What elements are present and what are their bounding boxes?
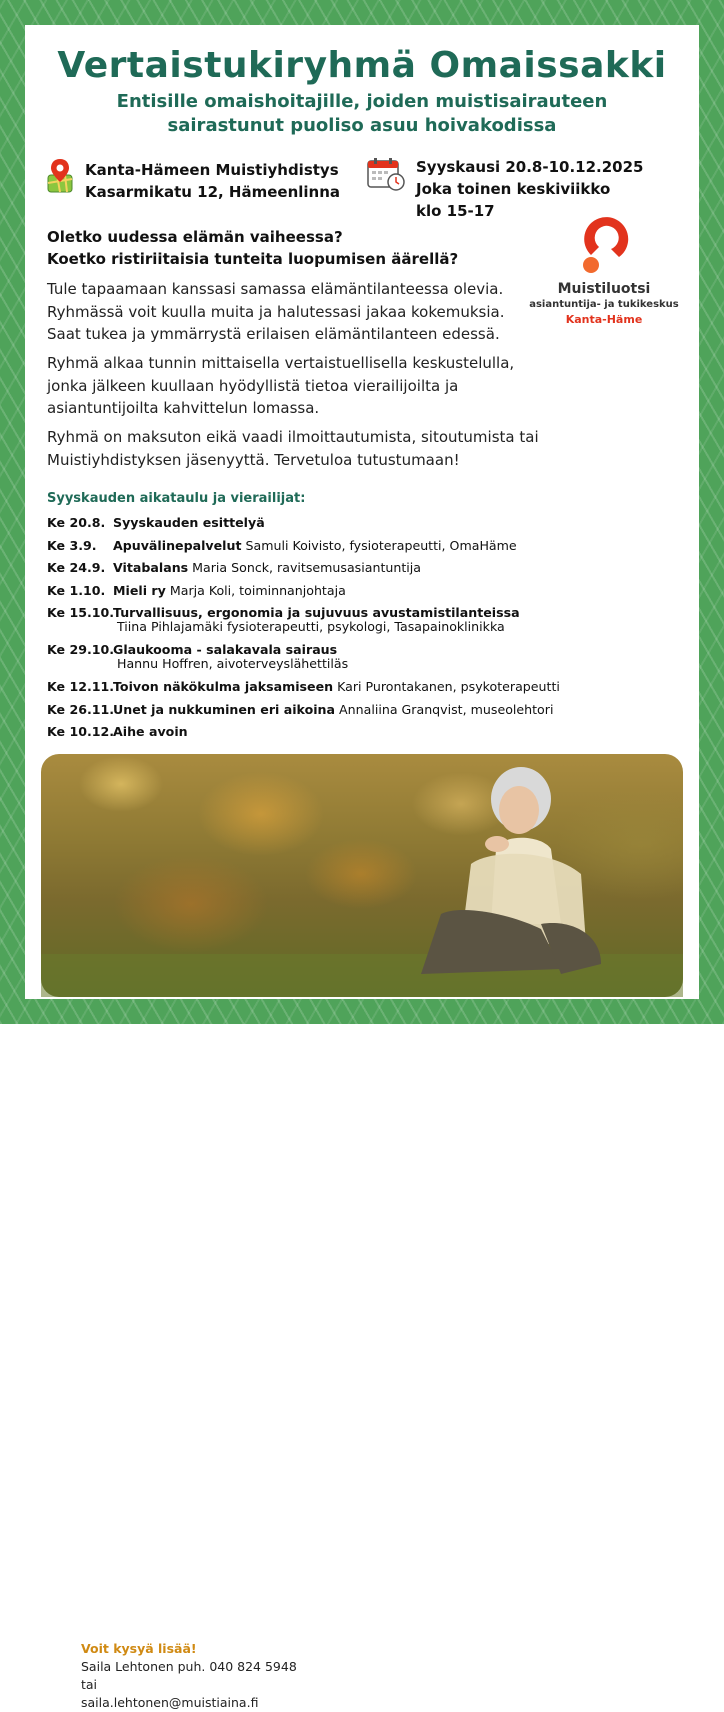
schedule-topic-title: Glaukooma - salakavala sairaus	[113, 642, 338, 657]
paragraph-1-line: Tule tapaamaan kanssasi samassa elämäntilanteessa olevia.	[47, 280, 504, 298]
meeting-hours: klo 15-17	[416, 202, 495, 220]
schedule-speaker: Hannu Hoffren, aivoterveyslähettiläs	[117, 656, 349, 671]
schedule-topic	[113, 557, 421, 580]
schedule-info	[416, 156, 643, 222]
paragraph-1-line: Saat tukea ja ymmärrystä erilaisen elämäntilanteen edessä.	[47, 325, 500, 343]
contact-box	[71, 1634, 326, 1710]
contact-phone: Saila Lehtonen puh. 040 824 5948 tai	[81, 1659, 297, 1692]
page-subtitle	[25, 90, 699, 138]
elderly-woman-illustration	[41, 754, 683, 997]
location-info	[85, 159, 340, 203]
intro-question-2: Koetko ristiriitaisia tunteita luopumisen äärellä?	[47, 250, 459, 268]
intro-question-1: Oletko uudessa elämän vaiheessa?	[47, 228, 343, 246]
location-org: Kanta-Hämeen Muistiyhdistys	[85, 161, 339, 179]
paragraph-3-line: Ryhmä on maksuton eikä vaadi ilmoittautumista, sitoutumista tai	[47, 428, 539, 446]
schedule-topic	[113, 699, 553, 722]
calendar-icon	[366, 156, 406, 192]
schedule-topic	[113, 512, 265, 535]
schedule-topic-title: Vitabalans	[113, 560, 189, 575]
schedule-row	[47, 580, 687, 603]
intro-questions	[47, 226, 458, 270]
paragraph-3	[47, 426, 539, 471]
schedule-date: Ke 24.9.	[47, 560, 106, 575]
paragraph-1-line: Ryhmässä voit kuulla muita ja halutessasi jakaa kokemuksia.	[47, 302, 505, 321]
schedule-row	[47, 512, 687, 535]
schedule-topic	[113, 676, 560, 699]
schedule-row	[47, 676, 687, 699]
muistiluotsi-logo	[525, 217, 683, 327]
paragraph-1	[47, 278, 505, 346]
subtitle-line-2: sairastunut puoliso asuu hoivakodissa	[167, 115, 557, 136]
schedule-speaker: Kari Purontakanen, psykoterapeutti	[337, 679, 560, 694]
paragraph-2-line: asiantuntijoilta kahvittelun lomassa.	[47, 399, 320, 417]
schedule-row	[47, 602, 687, 639]
schedule-row	[47, 557, 687, 580]
schedule-list	[47, 512, 687, 744]
schedule-date: Ke 1.10.	[47, 582, 106, 598]
schedule-row	[47, 639, 687, 676]
schedule-date: Ke 29.10.	[47, 642, 115, 657]
location-address: Kasarmikatu 12, Hämeenlinna	[85, 183, 341, 201]
poster	[25, 25, 699, 1710]
schedule-topic-title: Apuvälinepalvelut	[113, 537, 242, 553]
schedule-topic-title: Aihe avoin	[113, 724, 188, 739]
schedule-speaker: Marja Koli, toiminnanjohtaja	[169, 582, 346, 598]
schedule-row	[47, 699, 687, 722]
logo-name: Muistiluotsi	[557, 281, 651, 297]
meeting-frequency: Joka toinen keskiviikko	[416, 180, 611, 198]
schedule-speaker: Annaliina Granqvist, museolehtori	[339, 701, 554, 717]
schedule-date: Ke 20.8.	[47, 515, 106, 530]
schedule-topic	[113, 580, 346, 603]
schedule-speaker: Samuli Koivisto, fysioterapeutti, OmaHäme	[245, 537, 517, 553]
paragraph-2	[47, 352, 514, 420]
schedule-speaker: Tiina Pihlajamäki fysioterapeutti, psykologi, Tasapainoklinikka	[117, 619, 505, 634]
autumn-photo	[41, 754, 683, 1710]
logo-subtitle: asiantuntija- ja tukikeskus	[529, 299, 679, 310]
paragraph-2-line: jonka jälkeen kuullaan hyödyllistä tietoa vierailijoilta ja	[47, 376, 459, 395]
schedule-date: Ke 12.11.	[47, 679, 115, 694]
schedule-topic-title: Unet ja nukkuminen eri aikoina	[113, 701, 336, 717]
schedule-date: Ke 3.9.	[47, 537, 97, 553]
schedule-date: Ke 26.11.	[47, 701, 115, 717]
schedule-row	[47, 721, 687, 744]
schedule-topic-title: Mieli ry	[113, 582, 166, 598]
paragraph-3-line: Muistiyhdistyksen jäsenyyttä. Tervetuloa tutustumaan!	[47, 450, 460, 469]
page-title: Vertaistukiryhmä Omaissakki	[57, 45, 667, 86]
schedule-topic-title: Toivon näkökulma jaksamiseen	[113, 679, 334, 694]
schedule-date: Ke 10.12.	[47, 724, 115, 739]
schedule-date: Ke 15.10.	[47, 605, 115, 620]
schedule-topic-title: Syyskauden esittelyä	[113, 515, 265, 530]
map-pin-icon	[45, 157, 75, 195]
schedule-row	[47, 535, 687, 558]
contact-title: Voit kysyä lisää!	[81, 1641, 197, 1656]
schedule-heading: Syyskauden aikataulu ja vierailijat:	[47, 491, 306, 506]
subtitle-line-1: Entisille omaishoitajille, joiden muistisairauteen	[116, 91, 608, 112]
muistiluotsi-logo-icon	[577, 217, 633, 275]
logo-region: Kanta-Häme	[565, 313, 643, 326]
paragraph-2-line: Ryhmä alkaa tunnin mittaisella vertaistuellisella keskustelulla,	[47, 354, 515, 372]
schedule-topic-title: Turvallisuus, ergonomia ja sujuvuus avustamistilanteissa	[113, 605, 520, 620]
schedule-topic	[113, 721, 188, 744]
contact-email[interactable]: saila.lehtonen@muistiaina.fi	[81, 1695, 259, 1710]
season-dates: Syyskausi 20.8-10.12.2025	[416, 158, 644, 176]
schedule-topic	[113, 535, 517, 558]
schedule-speaker: Maria Sonck, ravitsemusasiantuntija	[192, 560, 421, 575]
